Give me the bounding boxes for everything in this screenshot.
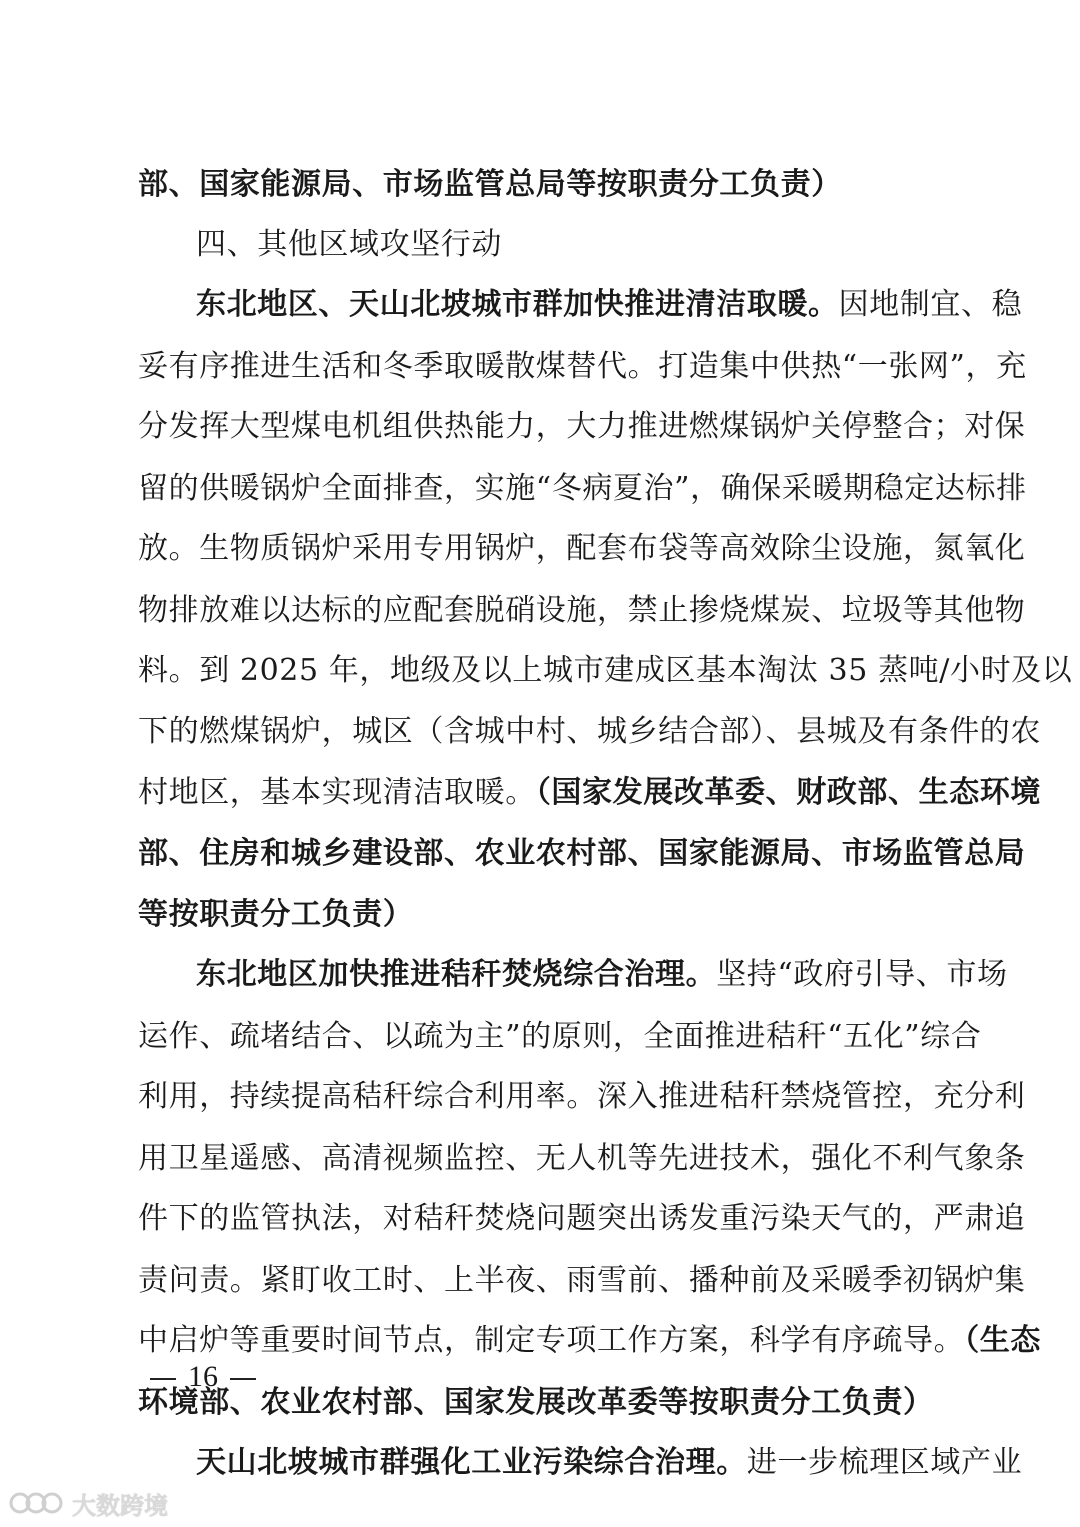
text-segment: 分发挥大型煤电机组供热能力，大力推进燃煤锅炉关停整合；对保 (138, 409, 1026, 444)
text-line (138, 1199, 1026, 1239)
bold-text-segment: 等按职责分工负责） (138, 897, 414, 932)
text-line (138, 773, 1042, 813)
page-number-value: 16 (188, 1360, 218, 1393)
watermark-text: 大数跨境 (72, 1491, 168, 1520)
text-line (138, 895, 942, 935)
bold-text-segment: 部、国家能源局、市场监管总局等按职责分工负责） (138, 167, 842, 202)
bold-text-segment: （生态 (964, 1323, 1042, 1358)
text-segment: 利用，持续提高秸秆综合利用率。深入推进秸秆禁烧管控，充分利 (138, 1079, 1026, 1114)
bold-text-segment: 东北地区、天山北坡城市群加快推进清洁取暖。 (196, 287, 839, 322)
text-line (138, 1139, 1026, 1179)
text-segment: 进一步梳理区域产业 (746, 1445, 1023, 1480)
text-segment: 四、其他区域攻坚行动 (196, 227, 502, 262)
text-segment: 料。到 2025 年，地级及以上城市建成区基本淘汰 35 蒸吨/小时及以 (138, 653, 1073, 688)
text-line (138, 834, 1026, 874)
text-line (138, 1017, 982, 1057)
text-segment: 件下的监管执法，对秸秆焚烧问题突出诱发重污染天气的，严肃追 (138, 1201, 1026, 1236)
text-segment: 坚持“政府引导、市场 (716, 957, 1008, 992)
text-line (138, 651, 1073, 691)
text-segment: 责问责。紧盯收工时、上半夜、雨雪前、播种前及采暖季初锅炉集 (138, 1263, 1026, 1298)
text-line (138, 1261, 1026, 1301)
text-line (196, 225, 942, 265)
page-number (138, 1357, 268, 1397)
text-segment: 妥有序推进生活和冬季取暖散煤替代。打造集中供热“一张网”，充 (138, 349, 1027, 384)
text-line (196, 1443, 1023, 1483)
text-line (138, 407, 1026, 447)
text-line (138, 712, 1041, 752)
text-segment: 放。生物质锅炉采用专用锅炉，配套布袋等高效除尘设施，氮氧化 (138, 531, 1026, 566)
watermark-logo-icon (6, 1488, 66, 1518)
bold-text-segment: 东北地区加快推进秸秆焚烧综合治理。 (196, 957, 717, 992)
text-line (138, 529, 1026, 569)
text-segment: 村地区，基本实现清洁取暖。 (138, 775, 536, 810)
text-line (138, 469, 1027, 509)
text-segment: 运作、疏堵结合、以疏为主”的原则，全面推进秸秆“五化”综合 (138, 1019, 982, 1054)
text-segment: 物排放难以达标的应配套脱硝设施，禁止掺烧煤炭、垃圾等其他物 (138, 593, 1026, 628)
bold-text-segment: （国家发展改革委、财政部、生态环境 (535, 775, 1042, 810)
text-segment: 留的供暖锅炉全面排查，实施“冬病夏治”，确保采暖期稳定达标排 (138, 471, 1027, 506)
text-segment: 因地制宜、稳 (838, 287, 1023, 322)
watermark (6, 1486, 168, 1520)
text-segment: 下的燃煤锅炉，城区（含城中村、城乡结合部）、县城及有条件的农 (138, 714, 1041, 749)
text-line (196, 955, 1008, 995)
text-line (138, 1321, 1042, 1361)
dash-right (230, 1378, 256, 1380)
text-segment: 用卫星遥感、高清视频监控、无人机等先进技术，强化不利气象条 (138, 1141, 1026, 1176)
text-line (138, 347, 1027, 387)
bold-text-segment: 环境部、农业农村部、国家发展改革委等按职责分工负责） (138, 1385, 934, 1420)
text-line (196, 285, 1023, 325)
dash-left (150, 1378, 176, 1380)
bold-text-segment: 部、住房和城乡建设部、农业农村部、国家能源局、市场监管总局 (138, 836, 1026, 871)
text-line (138, 591, 1026, 631)
text-line (138, 165, 942, 205)
text-line (138, 1077, 1026, 1117)
text-segment: 中启炉等重要时间节点，制定专项工作方案，科学有序疏导。 (138, 1323, 965, 1358)
bold-text-segment: 天山北坡城市群强化工业污染综合治理。 (196, 1445, 747, 1480)
